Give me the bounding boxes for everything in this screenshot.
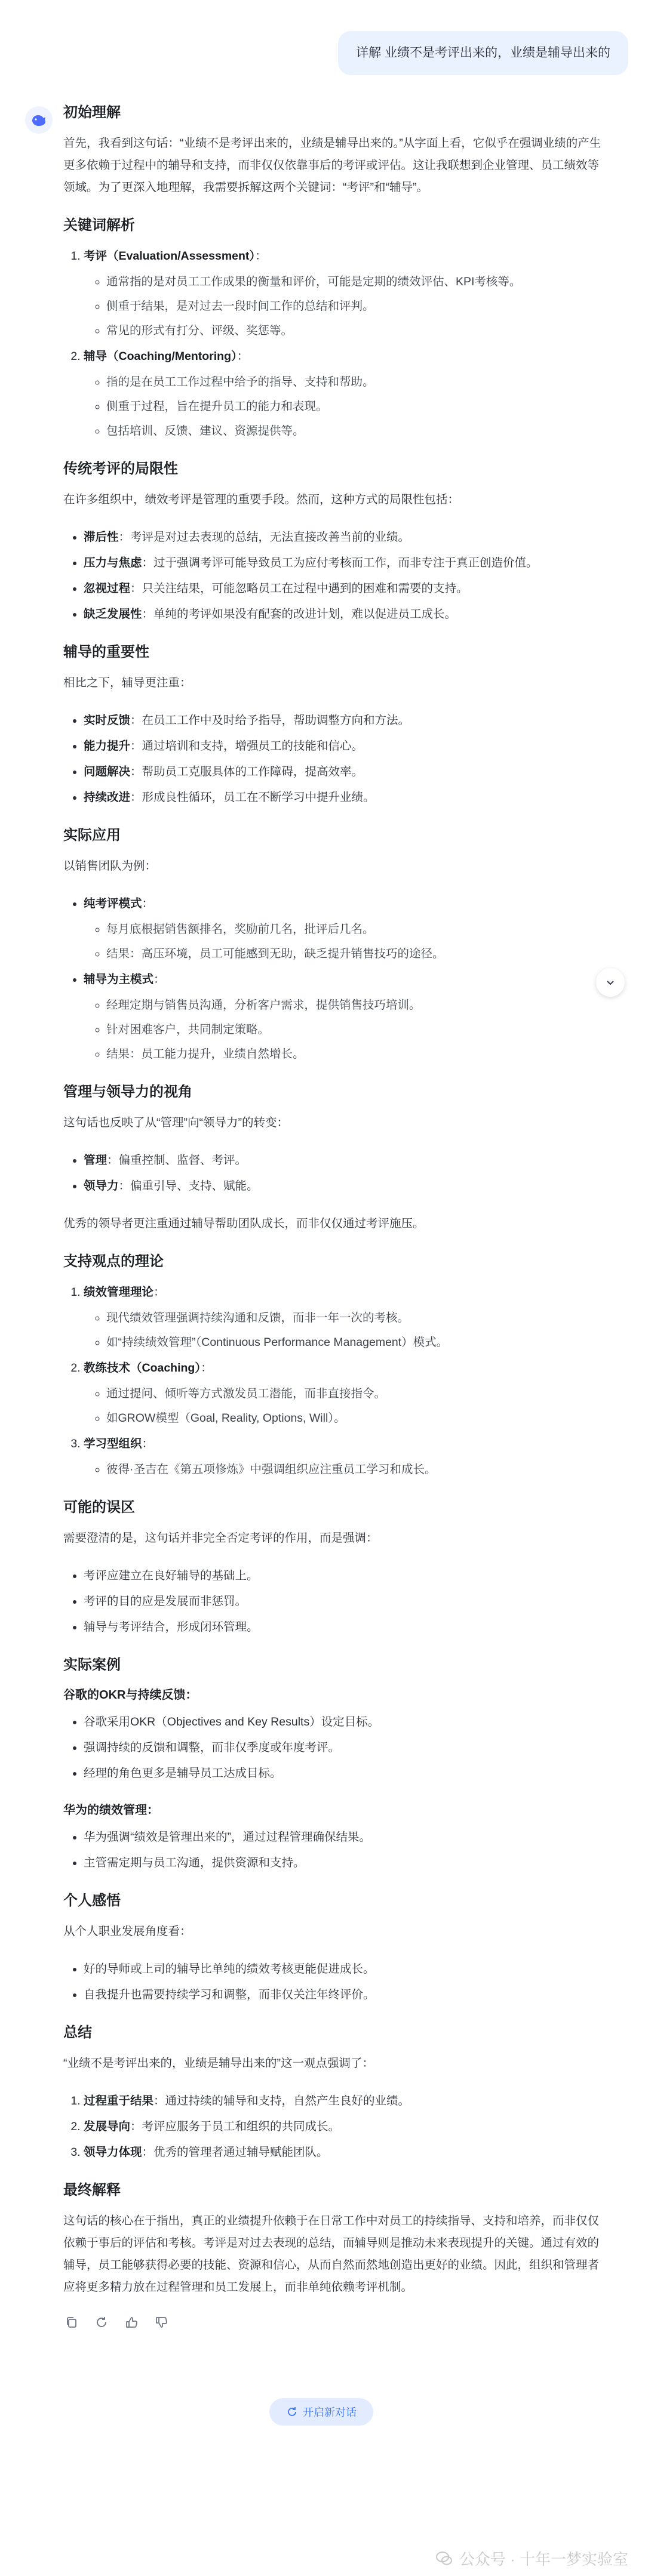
section-theory — [63, 1250, 608, 1481]
case-title-text: 谷歌的OKR与持续反馈 — [63, 1688, 186, 1702]
item-label: 实时反馈 — [84, 714, 131, 727]
section-title: 传统考评的局限性 — [63, 461, 178, 477]
item-desc: ：偏重引导、支持、赋能。 — [118, 1179, 259, 1193]
bullet-list — [63, 893, 608, 1065]
item-desc: ：形成良性循环，员工在不断学习中提升业绩。 — [130, 791, 375, 804]
list-item — [84, 552, 608, 574]
sub-list — [84, 1307, 608, 1354]
case-title — [63, 1800, 608, 1820]
section-title: 最终解释 — [63, 2182, 121, 2198]
list-item — [84, 603, 608, 625]
bullet-list — [63, 1150, 608, 1197]
sub-item: ◦ 现代绩效管理强调持续沟通和反馈，而非一年一次的考核。 — [106, 1307, 608, 1329]
paragraph: 这句话的核心在于指出，真正的业绩提升依赖于在日常工作中对员工的持续指导、支持和培养，而非仅仅依赖于事后的评估和考核。考评是对过去表现的总结，而辅导则是推动未来表现提升的关键。通过有效的辅导，员工能够获得必要的技能、资源和信心，从而自然而然地创造出更好的业绩。因此，组织和管理者应将更多精力放在过程管理和员工发展上，而非单纯依赖考评机制。 — [63, 2214, 600, 2294]
list-item — [84, 761, 608, 783]
sub-item: ◦ 经理定期与销售员沟通，分析客户需求，提供销售技巧培训。 — [106, 994, 608, 1016]
list-item — [84, 2090, 608, 2112]
item-label: 压力与焦虑 — [84, 556, 142, 569]
item-desc: ： — [153, 1286, 165, 1299]
section-keywords — [63, 214, 608, 442]
thumbs-up-icon[interactable] — [123, 2314, 140, 2331]
paragraph: 相比之下，辅导更注重： — [63, 676, 192, 689]
section-importance — [63, 641, 608, 809]
list-item — [84, 787, 608, 809]
item-desc: ：单纯的考评如果没有配套的改进计划，难以促进员工成长。 — [142, 608, 457, 621]
bullet-list — [63, 526, 608, 625]
section-title: 实际应用 — [63, 827, 121, 843]
sub-list — [84, 371, 608, 442]
sub-item: ◦ 针对困难客户，共同制定策略。 — [106, 1019, 608, 1041]
case-title-text: 华为的绩效管理 — [63, 1804, 147, 1817]
item-label: 学习型组织 — [84, 1437, 142, 1450]
sub-list — [84, 1383, 608, 1429]
list-item — [84, 1433, 608, 1481]
item-desc: ：帮助员工克服具体的工作障碍，提高效率。 — [130, 765, 364, 778]
list-item: • 考评应建立在良好辅导的基础上。 — [84, 1565, 608, 1587]
section-title: 实际案例 — [63, 1657, 121, 1673]
case-title-colon: ： — [185, 1688, 198, 1702]
item-desc: ： — [153, 973, 165, 986]
bullet-list — [63, 710, 608, 809]
thumbs-down-icon[interactable] — [153, 2314, 170, 2331]
list-item: • 自我提升也需要持续学习和调整，而非仅关注年终评价。 — [84, 1984, 608, 2006]
section-intro — [63, 101, 608, 199]
list-item — [84, 893, 608, 965]
item-label: 忽视过程 — [84, 582, 131, 595]
item-desc: ：通过持续的辅导和支持，自然产生良好的业绩。 — [153, 2094, 410, 2107]
list-item — [84, 1281, 608, 1354]
section-title: 可能的误区 — [63, 1499, 135, 1515]
section-cases — [63, 1654, 608, 1874]
list-item: • 经理的角色更多是辅导员工达成目标。 — [84, 1762, 608, 1785]
list-item — [84, 578, 608, 600]
item-label: 领导力 — [84, 1179, 119, 1193]
item-label: 问题解决 — [84, 765, 131, 778]
paragraph: 需要澄清的是，这句话并非完全否定考评的作用，而是强调： — [63, 1532, 378, 1545]
list-item — [84, 2116, 608, 2138]
item-label: 过程重于结果 — [84, 2094, 154, 2107]
list-item — [84, 1175, 608, 1197]
theory-list — [63, 1281, 608, 1481]
bullet-list — [63, 1826, 608, 1874]
item-label: 持续改进 — [84, 791, 131, 804]
item-label: 绩效管理理论 — [84, 1286, 154, 1299]
list-item: • 考评的目的应是发展而非惩罚。 — [84, 1591, 608, 1613]
list-item — [84, 735, 608, 757]
list-item: 1. 考评（Evaluation/Assessment）： ◦ 通常指的是对员工工作成果的衡量和评价，可能是定期的绩效评估、KPI考核等。 ◦ 侧重于结果，是对过去一段时间工作的总结和评判。 ◦ 常见的形式有打分、评级、奖惩等。 — [84, 245, 608, 342]
section-title: 支持观点的理论 — [63, 1253, 164, 1269]
sub-item: ◦ 侧重于结果，是对过去一段时间工作的总结和评判。 — [106, 295, 608, 318]
summary-list — [63, 2090, 608, 2164]
new-chat-icon — [286, 2406, 298, 2418]
sub-item: ◦ 侧重于过程，旨在提升员工的能力和表现。 — [106, 396, 608, 418]
new-chat-button[interactable] — [269, 2398, 373, 2426]
item-desc: ：在员工工作中及时给予指导，帮助调整方向和方法。 — [130, 714, 410, 727]
section-limits — [63, 458, 608, 625]
user-message-bubble — [338, 31, 628, 75]
section-title: 初始理解 — [63, 104, 121, 121]
item-label: 教练技术（Coaching） — [84, 1361, 201, 1375]
item-label: 领导力体现 — [84, 2146, 142, 2159]
list-item — [84, 526, 608, 549]
sub-item: ◦ 通过提问、倾听等方式激发员工潜能，而非直接指令。 — [106, 1383, 608, 1405]
paragraph: 这句话也反映了从“管理”向“领导力”的转变： — [63, 1116, 288, 1129]
assistant-response — [63, 101, 608, 2331]
list-item — [84, 1150, 608, 1172]
whale-logo-icon — [30, 111, 48, 129]
item-label: 考评（Evaluation/Assessment） — [84, 249, 256, 263]
list-item: 2. 辅导（Coaching/Mentoring）： ◦ 指的是在员工工作过程中给予的指导、支持和帮助。 ◦ 侧重于过程，旨在提升员工的能力和表现。 ◦ 包括培训、反馈、建议、资源提供等。 — [84, 346, 608, 442]
item-desc: ： — [142, 897, 154, 910]
section-application — [63, 824, 608, 1065]
sub-item: ◦ 包括培训、反馈、建议、资源提供等。 — [106, 420, 608, 442]
sub-item: ◦ 如GROW模型（Goal, Reality, Options, Will）。 — [106, 1407, 608, 1429]
bullet-list — [63, 1711, 608, 1785]
item-label: 辅导为主模式 — [84, 973, 154, 986]
watermark — [435, 2547, 628, 2569]
item-desc: ：优秀的管理者通过辅导赋能团队。 — [142, 2146, 328, 2159]
scroll-down-button[interactable] — [596, 968, 625, 997]
paragraph: 优秀的领导者更注重通过辅导帮助团队成长，而非仅仅通过考评施压。 — [63, 1217, 425, 1230]
item-label: 管理 — [84, 1154, 108, 1167]
item-desc: ：过于强调考评可能导致员工为应付考核而工作，而非专注于真正创造价值。 — [142, 556, 538, 569]
message-actions — [63, 2314, 608, 2331]
paragraph: 以销售团队为例： — [63, 859, 157, 873]
list-item: • 谷歌采用OKR（Objectives and Key Results）设定目标。 — [84, 1711, 608, 1733]
paragraph: 在许多组织中，绩效考评是管理的重要手段。然而，这种方式的局限性包括： — [63, 493, 460, 506]
list-item: • 好的导师或上司的辅导比单纯的绩效考核更能促进成长。 — [84, 1958, 608, 1980]
list-item: • 辅导与考评结合，形成闭环管理。 — [84, 1616, 608, 1638]
sub-list — [84, 994, 608, 1065]
list-item: • 强调持续的反馈和调整，而非仅季度或年度考评。 — [84, 1737, 608, 1759]
item-desc: ： — [142, 1437, 154, 1450]
sub-item: ◦ 如“持续绩效管理”（Continuous Performance Management）模式。 — [106, 1332, 608, 1354]
sub-item: ◦ 通常指的是对员工工作成果的衡量和评价，可能是定期的绩效评估、KPI考核等。 — [106, 271, 608, 293]
sub-item: ◦ 每月底根据销售额排名，奖励前几名，批评后几名。 — [106, 919, 608, 941]
section-title: 关键词解析 — [63, 217, 135, 233]
list-item: • 主管需定期与员工沟通，提供资源和支持。 — [84, 1852, 608, 1874]
sub-list — [84, 1459, 608, 1481]
sub-item: ◦ 常见的形式有打分、评级、奖惩等。 — [106, 320, 608, 342]
chevron-down-icon — [604, 976, 616, 988]
user-message-text: 详解 业绩不是考评出来的，业绩是辅导出来的 — [356, 46, 610, 60]
item-desc: ：偏重控制、监督、考评。 — [107, 1154, 247, 1167]
section-title: 辅导的重要性 — [63, 644, 149, 660]
section-final — [63, 2179, 608, 2298]
paragraph: 首先，我看到这句话：“业绩不是考评出来的，业绩是辅导出来的。”从字面上看，它似乎在强调业绩的产生更多依赖于过程中的辅导和支持，而非仅仅依靠事后的考评或评估。这让我联想到企业管理、员工绩效等领域。为了更深入地理解，我需要拆解这两个关键词：“考评”和“辅导”。 — [63, 137, 601, 194]
new-chat-label: 开启新对话 — [303, 2406, 357, 2418]
section-title: 个人感悟 — [63, 1893, 121, 1909]
item-desc: ：通过培训和支持，增强员工的技能和信心。 — [130, 739, 364, 753]
sub-list — [84, 919, 608, 965]
list-item: • 华为强调“绩效是管理出来的”，通过过程管理确保结果。 — [84, 1826, 608, 1848]
case-title — [63, 1685, 608, 1705]
item-desc: ：考评应服务于员工和组织的共同成长。 — [130, 2120, 340, 2133]
list-item — [84, 710, 608, 732]
list-item — [84, 969, 608, 1065]
item-desc: ： — [201, 1361, 213, 1375]
watermark-text: 公众号 · 十年一梦实验室 — [459, 2550, 628, 2568]
keyword-list — [63, 245, 608, 442]
copy-icon[interactable] — [63, 2314, 80, 2331]
bullet-list — [63, 1958, 608, 2006]
sub-list — [84, 271, 608, 342]
wechat-icon — [435, 2550, 453, 2568]
sub-item: ◦ 结果：员工能力提升，业绩自然增长。 — [106, 1043, 608, 1065]
section-summary — [63, 2022, 608, 2164]
item-desc: ：只关注结果，可能忽略员工在过程中遇到的困难和需要的支持。 — [130, 582, 468, 595]
sub-item: ◦ 彼得·圣吉在《第五项修炼》中强调组织应注重员工学习和成长。 — [106, 1459, 608, 1481]
bullet-list — [63, 1565, 608, 1638]
item-label: 缺乏发展性 — [84, 608, 142, 621]
item-label: 能力提升 — [84, 739, 131, 753]
item-label: 纯考评模式 — [84, 897, 142, 910]
regenerate-icon[interactable] — [93, 2314, 110, 2331]
item-label: 发展导向 — [84, 2120, 131, 2133]
list-item — [84, 2141, 608, 2164]
section-title: 管理与领导力的视角 — [63, 1084, 192, 1100]
section-misread — [63, 1496, 608, 1638]
sub-item: ◦ 结果：高压环境，员工可能感到无助，缺乏提升销售技巧的途径。 — [106, 943, 608, 965]
section-personal — [63, 1890, 608, 2006]
section-title: 总结 — [63, 2025, 92, 2041]
item-label: 滞后性 — [84, 531, 119, 544]
paragraph: 从个人职业发展角度看： — [63, 1925, 192, 1938]
sub-item: ◦ 指的是在员工工作过程中给予的指导、支持和帮助。 — [106, 371, 608, 393]
section-perspective — [63, 1081, 608, 1235]
case-title-colon: ： — [147, 1804, 159, 1817]
paragraph: “业绩不是考评出来的，业绩是辅导出来的”这一观点强调了： — [63, 2057, 374, 2070]
item-label: 辅导（Coaching/Mentoring） — [84, 350, 237, 363]
list-item — [84, 1357, 608, 1429]
item-desc: ：考评是对过去表现的总结，无法直接改善当前的业绩。 — [118, 531, 410, 544]
assistant-avatar — [25, 106, 53, 134]
